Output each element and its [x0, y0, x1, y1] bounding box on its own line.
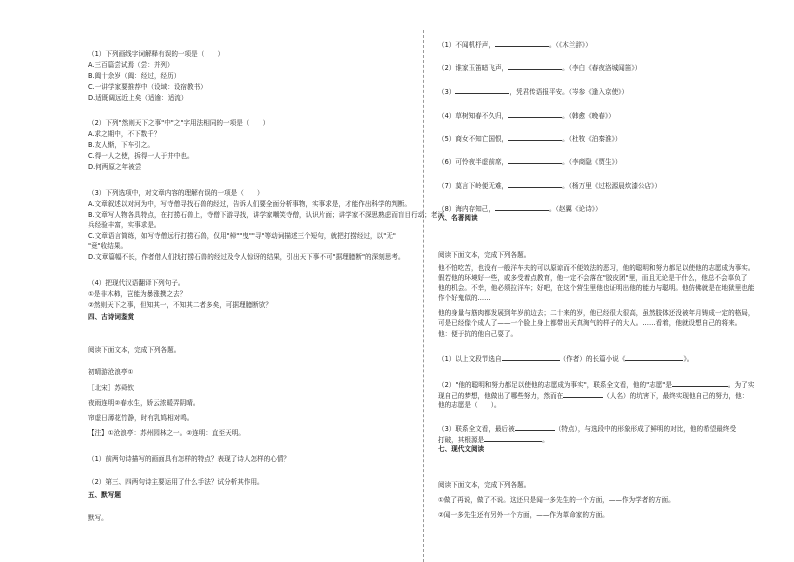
- q3-option-c-line1: C.文章语言简练，如写寺僧远行打捞石兽，仅用"棹""曳""寻"等动词描述三个短句，就把打捞经过，以"无": [88, 232, 396, 240]
- modern-passage-1: ①做了再说，做了不说。这还只是闻一多先生的一个方面，——作为学者的方面。: [438, 496, 675, 504]
- q1-option-a: A.三百篇尝试焉（尝：并列）: [88, 61, 174, 69]
- poem-line-1: 夜雨连明②春水生，娇云浓暖弄阴晴。: [88, 399, 200, 407]
- section-4-heading: 四、古诗词鉴赏: [88, 313, 135, 321]
- section-7-heading: 七、现代文阅读: [438, 445, 485, 453]
- q1-stem: （1）下列画线字词解释有误的一项是（ ）: [88, 50, 225, 58]
- novel-intro: 阅读下面文本，完成下列各题。: [438, 251, 531, 259]
- q3-option-b-line2: 兵经验丰富，实事求是。: [88, 221, 161, 229]
- q4-stem: （4）把现代汉语翻译下列句子。: [88, 279, 185, 287]
- answer-blank[interactable]: [508, 157, 562, 164]
- poem-author: ［北宋］苏舜钦: [88, 384, 135, 392]
- q3-option-d: D.文章篇幅不长，作者借人们找打捞石兽的经过及令人惊讶的结果，引出天下事不可"据理臆断"的深刻思考。: [88, 253, 405, 261]
- novel-passage-2b: 可是已经像个成人了——一个脸上身上都带出天真淘气的样子的大人。……看着，他就设想自己的将来。: [438, 319, 742, 327]
- poem-note: 【注】①沧浪亭：苏州园林之一。②连明：直至天明。: [88, 429, 245, 437]
- column-divider: [423, 30, 424, 562]
- novel-question-2-line3: 他的志愿是（ ）。: [438, 401, 501, 409]
- recite-item-8: （8）海内存知己， 。（赵翼《论诗》）: [438, 205, 602, 213]
- answer-blank[interactable]: [495, 40, 549, 47]
- recite-item-1: （1）不闻机杼声， 。（《木兰辞》）: [438, 41, 592, 49]
- novel-passage-1d: 作个好鬼似的……: [438, 294, 491, 302]
- q3-option-b-line1: B.文章写人物各具特点，在打捞石兽上，寺僧下游寻找，讲学家嘲笑寺僧，认识片面；讲学家不深思熟虑而盲目行动；老河: [88, 211, 445, 219]
- novel-passage-1c: 他的机会。不幸，他必须拉洋车；好吧，在这个营生里他也证明出他的能力与聪明。他仿佛就是在地狱里也能: [438, 284, 755, 292]
- answer-blank[interactable]: [502, 354, 560, 361]
- novel-question-2-line2: 现自己的梦想，他做出了哪些努力，然而在 （人名）的坑害下，最终实现他自己的努力，他：: [438, 392, 749, 400]
- recite-item-4: （4）草树知春不久归， 。（韩愈《晚春》）: [438, 112, 615, 120]
- novel-passage-2a: 他的身量与筋肉都发展到年岁前边去；二十来的岁，他已经很大很高，虽然肢体还没被年月铸成一定的格局，: [438, 309, 755, 317]
- q2-option-c: C.得一人之使，拆得一人于井中也。: [88, 152, 194, 160]
- section-6-heading: 六、名著阅读: [438, 214, 478, 222]
- answer-blank[interactable]: [455, 87, 509, 94]
- novel-question-3-line1: （3）联系全文看，最后被 （特点），与选段中的形象形成了鲜明的对比，他的希望最终受: [438, 425, 737, 433]
- recite-item-5: （5）商女不知亡国恨， 。（杜牧《泊秦淮》）: [438, 135, 622, 143]
- answer-blank[interactable]: [495, 204, 549, 211]
- recite-item-3: （3） ，凭君传语报平安。（岑参《逢入京使》）: [438, 88, 629, 96]
- novel-passage-1a: 他不怕吃苦，也没有一般洋车夫的可以原谅而不便效法的恶习，他的聪明和努力都足以使他的志愿成为事实。: [438, 264, 755, 272]
- q1-option-b: B.阖十余岁（阖：经过，经历）: [88, 72, 181, 80]
- answer-blank[interactable]: [508, 134, 562, 141]
- answer-blank[interactable]: [515, 424, 555, 431]
- answer-blank[interactable]: [484, 435, 542, 442]
- q2-stem: （2）下列"然则天下之事"中"之"字用法相同的一项是（ ）: [88, 119, 270, 127]
- poem-intro: 阅读下面文本，完成下列各题。: [88, 346, 181, 354]
- novel-passage-2c: 他：便于抗的他自己耍了。: [438, 330, 518, 338]
- poem-question-2: （2）第三、四两句诗主要运用了什么手法？试分析其作用。: [88, 478, 264, 486]
- poem-question-1: （1）前两句诗描写的画面具有怎样的特点？表现了诗人怎样的心情？: [88, 455, 291, 463]
- moxie-instruction: 默写。: [88, 514, 108, 522]
- novel-passage-1b: 假若他的环境好一些，或多受着点教育，他一定不会落在"胶皮团"里，而且无论是干什么，他总不会辜负了: [438, 274, 748, 282]
- modern-passage-2: ②闻一多先生还有另外一个方面，——作为革命家的方面。: [438, 511, 609, 519]
- q2-option-d: D.何两原之年被尝: [88, 163, 142, 171]
- q4-sentence-2: ②然则天下之事，但知其一，不知其二者多矣，可据理臆断欤？: [88, 301, 272, 309]
- poem-line-2: 帘虚日薄花竹静，时有乳鸠相对鸣。: [88, 414, 194, 422]
- recite-item-2: （2）谁家玉笛暗飞声， 。（李白《春夜洛城闻笛》）: [438, 64, 642, 72]
- poem-title: 初晴游沧浪亭①: [88, 368, 134, 376]
- recite-item-7: （7）莫言下岭便无难， 。（杨万里《过松源晨炊漆公店》）: [438, 182, 662, 190]
- answer-blank[interactable]: [625, 354, 683, 361]
- q2-option-a: A.求之期中，不下数千？: [88, 130, 161, 138]
- novel-question-3-line2: 打破，其根源是 。: [438, 436, 549, 444]
- q3-option-a: A.文章叙述以对河为中，写寺僧寻找石兽的经过，告诉人们要全面分析事物，实事求是，才能作出科学的判断。: [88, 200, 411, 208]
- answer-blank[interactable]: [508, 111, 562, 118]
- answer-blank[interactable]: [508, 63, 562, 70]
- q4-sentence-1: ①是非木柿，岂能为暴涨携之去？: [88, 290, 187, 298]
- q3-option-c-line2: "竟"收结果。: [88, 242, 128, 250]
- q3-stem: （3）下列选项中，对文章内容的理解有误的一项是（ ）: [88, 189, 264, 197]
- answer-blank[interactable]: [508, 181, 562, 188]
- modern-intro: 阅读下面文本，完成下列各题。: [438, 481, 531, 489]
- q1-option-d: D.适既阔远近上矣（适逾：适流）: [88, 94, 188, 102]
- q2-option-b: B.友人惭，下车引之。: [88, 141, 154, 149]
- novel-question-2-line1: （2）"他的聪明和努力都足以使他的志愿成为事实"，联系全文看，他的"志愿"是 。为了实: [438, 381, 755, 389]
- q1-option-c: C.一讲学家要推荐中（设域：设宿教书）: [88, 83, 207, 91]
- novel-question-1: （1）以上文段节选自 （作者）的长篇小说《 》。: [438, 355, 694, 363]
- section-5-heading: 五、默写题: [88, 491, 121, 499]
- recite-item-6: （6）可怜夜半虚前席， 。（李商隐《贾生》）: [438, 158, 622, 166]
- answer-blank[interactable]: [672, 380, 728, 387]
- answer-blank[interactable]: [563, 391, 603, 398]
